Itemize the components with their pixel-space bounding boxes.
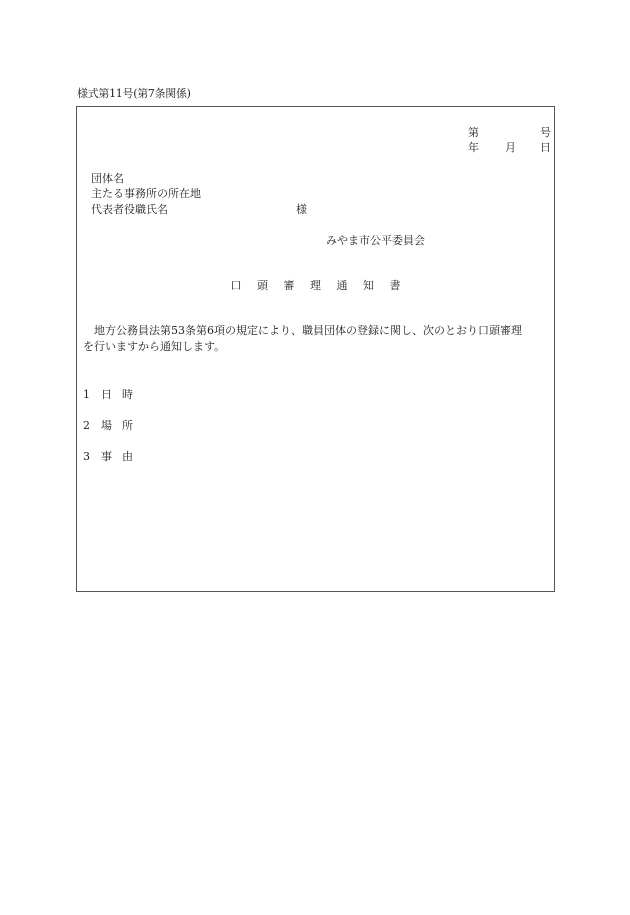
document-title xyxy=(77,277,554,293)
office-address-label: 主たる事務所の所在地 xyxy=(91,187,201,200)
title-char: 審 xyxy=(283,279,295,292)
body-line-1: 地方公務員法第53条第6項の規定により、職員団体の登録に関し、次のとおり口頭審理 xyxy=(83,324,522,337)
title-char: 書 xyxy=(389,279,401,292)
title-char: 口 xyxy=(230,279,242,292)
day-label: 日 xyxy=(540,141,551,154)
item-number: 2 xyxy=(83,419,90,432)
honorific: 様 xyxy=(296,203,307,216)
representative-label: 代表者役職氏名 xyxy=(91,203,168,216)
body-paragraph xyxy=(83,323,549,354)
year-label: 年 xyxy=(468,141,479,154)
title-char: 頭 xyxy=(257,279,268,292)
item-label-char: 時 xyxy=(122,388,133,401)
item-number: 1 xyxy=(83,388,90,401)
form-number: 様式第11号(第7条関係) xyxy=(77,87,191,100)
body-line-2: を行いますから通知します。 xyxy=(83,339,226,353)
item-label-char: 日 xyxy=(101,388,112,401)
item-place xyxy=(83,417,133,433)
month-label: 月 xyxy=(505,141,516,154)
item-label-char: 事 xyxy=(101,450,112,463)
item-label-char: 由 xyxy=(122,450,133,463)
org-name-label: 団体名 xyxy=(91,172,124,185)
item-label-char: 場 xyxy=(101,419,112,432)
item-datetime xyxy=(83,386,133,402)
item-number: 3 xyxy=(83,450,90,463)
title-char: 知 xyxy=(363,279,374,292)
title-char: 理 xyxy=(310,279,321,292)
item-label-char: 所 xyxy=(122,419,133,432)
item-reason xyxy=(83,448,133,464)
notice-form-frame xyxy=(76,106,555,592)
number-prefix: 第 xyxy=(468,126,479,139)
title-char: 通 xyxy=(336,279,348,292)
sender-name: みやま市公平委員会 xyxy=(326,234,425,247)
number-suffix: 号 xyxy=(540,126,551,139)
